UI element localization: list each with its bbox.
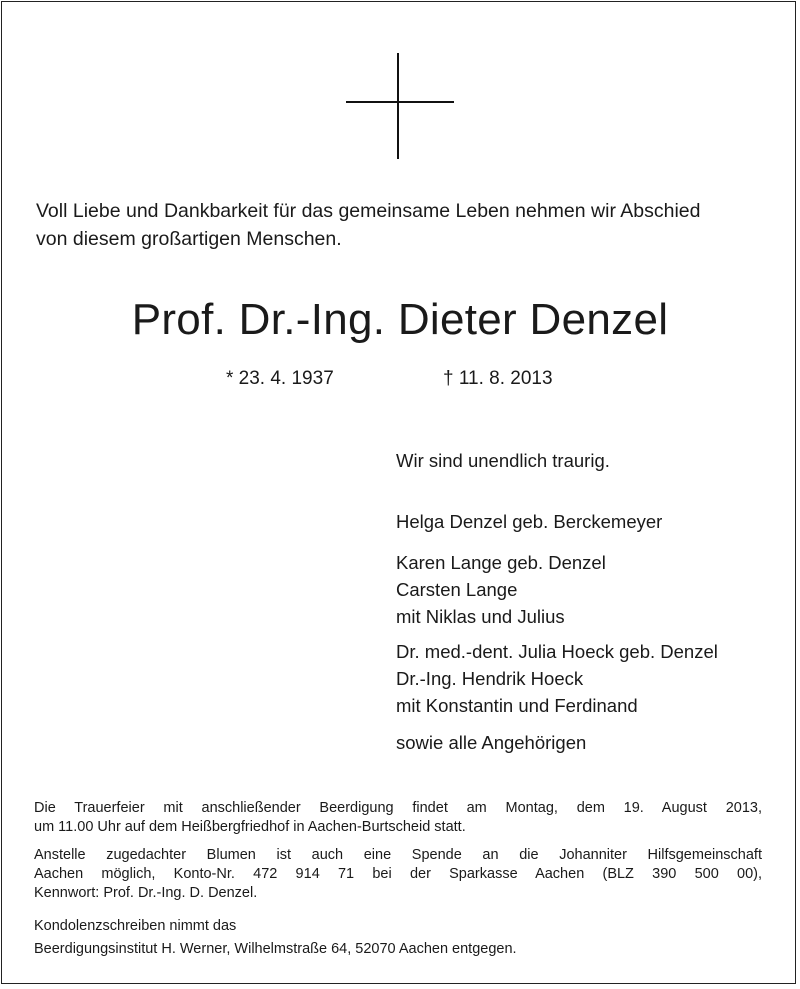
mourner-widow: Helga Denzel geb. Berckemeyer: [396, 511, 663, 532]
intro-text: [36, 197, 776, 253]
mourner-others: sowie alle Angehörigen: [396, 732, 587, 753]
birth-date: * 23. 4. 1937: [226, 368, 334, 389]
mourner-family-1: [396, 549, 606, 630]
mourner-name: mit Niklas und Julius: [396, 606, 565, 627]
notice-line: Aachen möglich, Konto-Nr. 472 914 71 bei der Sparkasse Aachen (BLZ 390 500 00),: [34, 866, 762, 882]
funeral-notice: [34, 799, 762, 837]
mourner-name: Dr. med.-dent. Julia Hoeck geb. Denzel: [396, 641, 718, 662]
mourner-name: Carsten Lange: [396, 579, 518, 600]
notice-line: Die Trauerfeier mit anschließender Beerdigung findet am Montag, dem 19. August 2013,: [34, 800, 762, 816]
notice-line: Kennwort: Prof. Dr.-Ing. D. Denzel.: [34, 885, 258, 901]
cross-horizontal-bar: [346, 101, 454, 103]
notice-line: Anstelle zugedachter Blumen ist auch eine Spende an die Johanniter Hilfsgemeinschaft: [34, 847, 762, 863]
donation-notice: [34, 846, 762, 903]
notice-line: Beerdigungsinstitut H. Werner, Wilhelmstraße 64, 52070 Aachen entgegen.: [34, 941, 517, 957]
condolence-notice: [34, 915, 762, 961]
mourner-name: mit Konstantin und Ferdinand: [396, 695, 638, 716]
death-date: † 11. 8. 2013: [443, 368, 553, 389]
intro-line: von diesem großartigen Menschen.: [36, 228, 342, 250]
mourner-name: Karen Lange geb. Denzel: [396, 552, 606, 573]
notice-line: Kondolenzschreiben nimmt das: [34, 918, 237, 934]
sentiment-text: Wir sind unendlich traurig.: [396, 450, 610, 471]
mourner-name: Dr.-Ing. Hendrik Hoeck: [396, 668, 584, 689]
mourner-family-2: [396, 638, 718, 719]
cross-vertical-bar: [397, 53, 399, 159]
deceased-name: Prof. Dr.-Ing. Dieter Denzel: [131, 295, 669, 344]
notice-line: um 11.00 Uhr auf dem Heißbergfriedhof in Aachen-Burtscheid statt.: [34, 819, 466, 835]
intro-line: Voll Liebe und Dankbarkeit für das gemeinsame Leben nehmen wir Abschied: [36, 200, 701, 222]
